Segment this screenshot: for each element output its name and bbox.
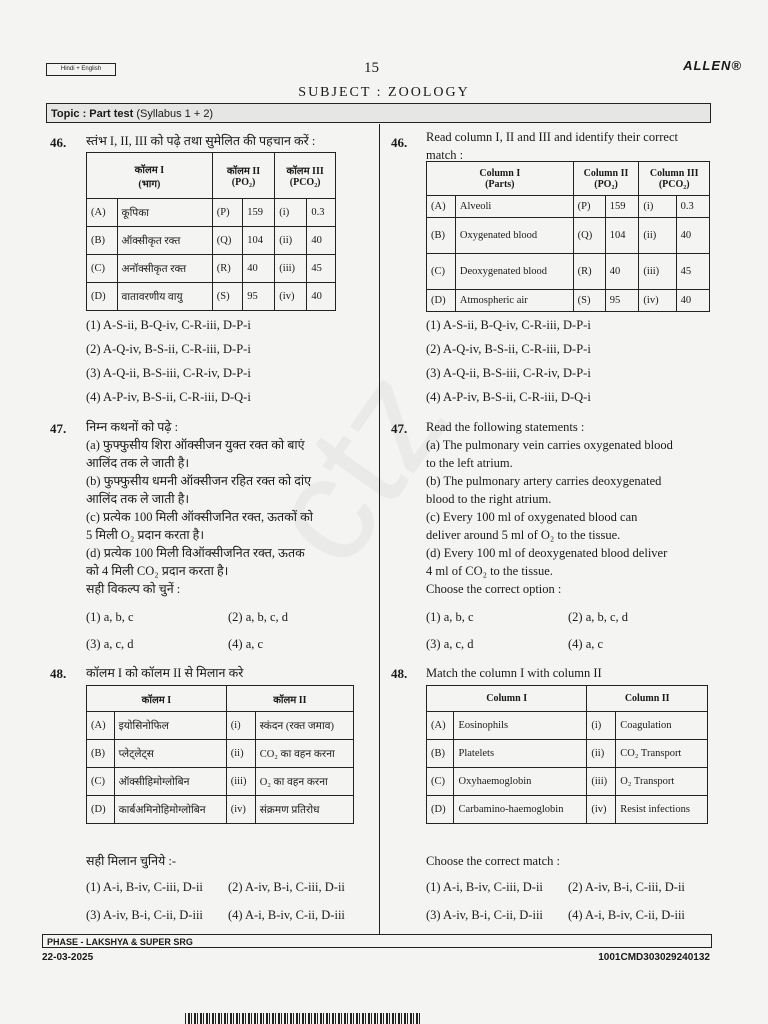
table-row xyxy=(427,768,708,796)
table-row xyxy=(87,712,354,740)
cell: 40 xyxy=(676,218,709,254)
statement-line: (d) Every 100 ml of deoxygenated blood deliver xyxy=(426,546,668,560)
q46-hi-h3: कॉलम III xyxy=(286,166,324,177)
cell: 159 xyxy=(243,199,275,227)
cell: कूपिका xyxy=(117,199,212,227)
table-row xyxy=(87,199,336,227)
cell: (A) xyxy=(87,199,118,227)
table-row xyxy=(427,254,710,290)
cell: (ii) xyxy=(226,740,255,768)
statement-line: आलिंद तक ले जाती है। xyxy=(86,492,190,506)
cell: 0.3 xyxy=(307,199,336,227)
cell: कार्बअमिनोहिमोग्लोबिन xyxy=(114,796,226,824)
cell: 159 xyxy=(605,196,639,218)
q48-stem-en: Match the column I with column II xyxy=(426,666,602,680)
q47-option-4-en[interactable]: (4) a, c xyxy=(568,637,604,651)
cell: (B) xyxy=(427,218,456,254)
statement-line: blood to the right atrium. xyxy=(426,492,552,506)
cell: (A) xyxy=(87,712,115,740)
cell: ऑक्सीहिमोग्लोबिन xyxy=(114,768,226,796)
cell: 40 xyxy=(307,283,336,311)
cell: (P) xyxy=(212,199,243,227)
statement-line: को 4 मिली CO₂ प्रदान करता है। xyxy=(86,564,229,578)
cell: ऑक्सीकृत रक्त xyxy=(117,227,212,255)
page-number: 15 xyxy=(364,60,379,76)
statement-line: to the left atrium. xyxy=(426,456,513,470)
cell: (i) xyxy=(587,712,616,740)
q47-option-2-hi[interactable]: (2) a, b, c, d xyxy=(228,610,289,624)
cell: (R) xyxy=(212,255,243,283)
statement-line: सही विकल्प को चुनें : xyxy=(86,582,181,596)
statement-line: निम्न कथनों को पढ़े : xyxy=(86,420,179,434)
q47-option-3-en[interactable]: (3) a, c, d xyxy=(426,637,474,651)
cell: (ii) xyxy=(275,227,307,255)
q48-en-h2: Column II xyxy=(587,686,708,712)
statement-line: (a) The pulmonary vein carries oxygenated blood xyxy=(426,438,673,452)
cell: Resist infections xyxy=(616,796,708,824)
table-row xyxy=(87,227,336,255)
table-row xyxy=(87,768,354,796)
q47-statements-hi xyxy=(86,418,370,598)
q46-option-4-en[interactable]: (4) A-P-iv, B-S-ii, C-R-iii, D-Q-i xyxy=(426,390,591,404)
q46-table-hi xyxy=(86,152,336,311)
q46-en-h1: Column I xyxy=(479,167,521,179)
q47-option-1-en[interactable]: (1) a, b, c xyxy=(426,610,474,624)
q47-statements-en xyxy=(426,418,712,598)
cell: (A) xyxy=(427,712,454,740)
q48-hi-h2: कॉलम II xyxy=(226,686,353,712)
cell: 40 xyxy=(307,227,336,255)
cell: (C) xyxy=(87,768,115,796)
q47-option-1-hi[interactable]: (1) a, b, c xyxy=(86,610,134,624)
statement-line: deliver around 5 ml of O₂ to the tissue. xyxy=(426,528,621,542)
subject-title: SUBJECT : ZOOLOGY xyxy=(298,85,470,100)
statement-line: (b) फुफ्फुसीय धमनी ऑक्सीजन रहित रक्त को दांए xyxy=(86,474,312,488)
q48-option-2-hi[interactable]: (2) A-iv, B-i, C-iii, D-ii xyxy=(228,880,345,894)
cell: (ii) xyxy=(639,218,676,254)
q48-en-h1: Column I xyxy=(427,686,587,712)
cell: (C) xyxy=(427,768,454,796)
q46-stem-hi: स्तंभ I, II, III को पढ़े तथा सुमेलित की पहचान करें : xyxy=(86,134,316,148)
cell: 104 xyxy=(605,218,639,254)
statement-line: (c) प्रत्येक 100 मिली ऑक्सीजनित रक्त, ऊतकों को xyxy=(86,510,313,524)
cell: (ii) xyxy=(587,740,616,768)
cell: (iv) xyxy=(639,290,676,312)
table-row xyxy=(427,196,710,218)
cell: (iii) xyxy=(275,255,307,283)
cell: संक्रमण प्रतिरोध xyxy=(255,796,353,824)
cell: 0.3 xyxy=(676,196,709,218)
cell: (A) xyxy=(427,196,456,218)
topic-label: Topic : Part test xyxy=(51,108,134,120)
q47-number-en: 47. xyxy=(391,421,408,436)
cell: (iii) xyxy=(587,768,616,796)
statement-line: (d) प्रत्येक 100 मिली विऑक्सीजनित रक्त, ऊतक xyxy=(86,546,305,560)
statement-line: Read the following statements : xyxy=(426,420,585,434)
cell: अनॉक्सीकृत रक्त xyxy=(117,255,212,283)
cell: CO₂ का वहन करना xyxy=(255,740,353,768)
q46-number-en: 46. xyxy=(391,135,408,150)
q46-en-h3b: (PCO₂) xyxy=(658,178,690,190)
topic-bar xyxy=(46,103,711,123)
statement-line: (c) Every 100 ml of oxygenated blood can xyxy=(426,510,638,524)
q47-option-4-hi[interactable]: (4) a, c xyxy=(228,637,264,651)
q46-hi-h2b: (PO₂) xyxy=(231,177,256,188)
cell: (i) xyxy=(226,712,255,740)
cell: (iv) xyxy=(275,283,307,311)
q48-option-1-hi[interactable]: (1) A-i, B-iv, C-iii, D-ii xyxy=(86,880,203,894)
cell: Oxygenated blood xyxy=(455,218,573,254)
cell: (iv) xyxy=(226,796,255,824)
cell: O₂ Transport xyxy=(616,768,708,796)
phase-banner: PHASE - LAKSHYA & SUPER SRG xyxy=(42,934,712,948)
q46-stem-en: Read column I, II and III and identify their correct match : xyxy=(426,130,678,162)
cell: Atmospheric air xyxy=(455,290,573,312)
statement-line: Choose the correct option : xyxy=(426,582,562,596)
cell: (S) xyxy=(573,290,605,312)
q47-option-3-hi[interactable]: (3) a, c, d xyxy=(86,637,134,651)
table-row xyxy=(87,255,336,283)
cell: 95 xyxy=(243,283,275,311)
q48-number-hi: 48. xyxy=(50,666,67,681)
q46-hi-h2: कॉलम II xyxy=(226,166,261,177)
cell: 40 xyxy=(676,290,709,312)
barcode xyxy=(185,1013,421,1024)
q46-option-4-hi[interactable]: (4) A-P-iv, B-S-ii, C-R-iii, D-Q-i xyxy=(86,390,251,404)
q46-option-1-hi[interactable]: (1) A-S-ii, B-Q-iv, C-R-iii, D-P-i xyxy=(86,318,251,332)
language-badge: Hindi + English xyxy=(46,63,116,76)
cell: Carbamino-haemoglobin xyxy=(454,796,587,824)
statement-line: (a) फुफ्फुसीय शिरा ऑक्सीजन युक्त रक्त को बाएं xyxy=(86,438,305,452)
q48-option-4-hi[interactable]: (4) A-i, B-iv, C-ii, D-iii xyxy=(228,908,345,922)
cell: Oxyhaemoglobin xyxy=(454,768,587,796)
q48-table-en xyxy=(426,685,708,824)
cell: (i) xyxy=(639,196,676,218)
cell: (C) xyxy=(87,255,118,283)
q46-number-hi: 46. xyxy=(50,135,67,150)
q48-option-3-hi[interactable]: (3) A-iv, B-i, C-ii, D-iii xyxy=(86,908,203,922)
statement-line: 5 मिली O₂ प्रदान करता है। xyxy=(86,528,205,542)
exam-date: 22-03-2025 xyxy=(42,952,94,963)
cell: Deoxygenated blood xyxy=(455,254,573,290)
q46-option-3-en[interactable]: (3) A-Q-ii, B-S-iii, C-R-iv, D-P-i xyxy=(426,366,591,380)
q46-en-h3: Column III xyxy=(649,167,699,179)
cell: वातावरणीय वायु xyxy=(117,283,212,311)
table-row xyxy=(427,218,710,254)
cell: (C) xyxy=(427,254,456,290)
cell: CO₂ Transport xyxy=(616,740,708,768)
cell: (B) xyxy=(87,740,115,768)
column-divider xyxy=(379,124,380,934)
cell: (Q) xyxy=(212,227,243,255)
cell: Eosinophils xyxy=(454,712,587,740)
cell: (D) xyxy=(427,290,456,312)
cell: स्कंदन (रक्त जमाव) xyxy=(255,712,353,740)
brand-logo: ALLEN® xyxy=(683,58,742,73)
cell: इयोसिनोफिल xyxy=(114,712,226,740)
cell: (D) xyxy=(427,796,454,824)
cell: 45 xyxy=(307,255,336,283)
cell: (S) xyxy=(212,283,243,311)
q46-en-h1b: (Parts) xyxy=(485,178,515,190)
q48-option-1-en[interactable]: (1) A-i, B-iv, C-iii, D-ii xyxy=(426,880,543,894)
q47-number-hi: 47. xyxy=(50,421,67,436)
table-row xyxy=(427,796,708,824)
table-row xyxy=(87,796,354,824)
q48-stem-hi: कॉलम I को कॉलम II से मिलान करे xyxy=(86,666,244,680)
q46-hi-h1: कॉलम I xyxy=(134,164,165,176)
q48-choose-hi: सही मिलान चुनिये :- xyxy=(86,854,177,868)
statement-line: आलिंद तक ले जाती है। xyxy=(86,456,190,470)
q48-hi-h1: कॉलम I xyxy=(87,686,227,712)
cell: Coagulation xyxy=(616,712,708,740)
q46-en-h2b: (PO₂) xyxy=(594,178,618,190)
topic-detail: (Syllabus 1 + 2) xyxy=(133,108,214,120)
q48-option-4-en[interactable]: (4) A-i, B-iv, C-ii, D-iii xyxy=(568,908,685,922)
cell: (iv) xyxy=(587,796,616,824)
cell: (iii) xyxy=(226,768,255,796)
table-row xyxy=(87,283,336,311)
q48-table-hi xyxy=(86,685,354,824)
q48-number-en: 48. xyxy=(391,666,408,681)
cell: (R) xyxy=(573,254,605,290)
q48-option-2-en[interactable]: (2) A-iv, B-i, C-iii, D-ii xyxy=(568,880,685,894)
cell: (B) xyxy=(427,740,454,768)
q46-option-1-en[interactable]: (1) A-S-ii, B-Q-iv, C-R-iii, D-P-i xyxy=(426,318,591,332)
cell: O₂ का वहन करना xyxy=(255,768,353,796)
q48-option-3-en[interactable]: (3) A-iv, B-i, C-ii, D-iii xyxy=(426,908,543,922)
cell: 40 xyxy=(243,255,275,283)
cell: (B) xyxy=(87,227,118,255)
q46-hi-h1b: (भाग) xyxy=(138,178,161,190)
cell: (D) xyxy=(87,283,118,311)
cell: (D) xyxy=(87,796,115,824)
q47-option-2-en[interactable]: (2) a, b, c, d xyxy=(568,610,629,624)
cell: (iii) xyxy=(639,254,676,290)
cell: 45 xyxy=(676,254,709,290)
cell: 95 xyxy=(605,290,639,312)
q46-option-2-en[interactable]: (2) A-Q-iv, B-S-ii, C-R-iii, D-P-i xyxy=(426,342,591,356)
table-row xyxy=(427,712,708,740)
cell: (P) xyxy=(573,196,605,218)
q46-option-2-hi[interactable]: (2) A-Q-iv, B-S-ii, C-R-iii, D-P-i xyxy=(86,342,251,356)
cell: 104 xyxy=(243,227,275,255)
q46-hi-h3b: (PCO₂) xyxy=(289,177,321,188)
q46-option-3-hi[interactable]: (3) A-Q-ii, B-S-iii, C-R-iv, D-P-i xyxy=(86,366,251,380)
q46-en-h2: Column II xyxy=(583,167,629,179)
cell: Alveoli xyxy=(455,196,573,218)
q46-table-en xyxy=(426,161,710,312)
q48-choose-en: Choose the correct match : xyxy=(426,854,560,868)
cell: (i) xyxy=(275,199,307,227)
cell: Platelets xyxy=(454,740,587,768)
statement-line: (b) The pulmonary artery carries deoxygenated xyxy=(426,474,662,488)
cell: प्लेट्लेट्स xyxy=(114,740,226,768)
paper-code: 1001CMD303029240132 xyxy=(598,952,710,963)
table-row xyxy=(87,740,354,768)
cell: (Q) xyxy=(573,218,605,254)
cell: 40 xyxy=(605,254,639,290)
table-row xyxy=(427,740,708,768)
table-row xyxy=(427,290,710,312)
statement-line: 4 ml of CO₂ to the tissue. xyxy=(426,564,553,578)
